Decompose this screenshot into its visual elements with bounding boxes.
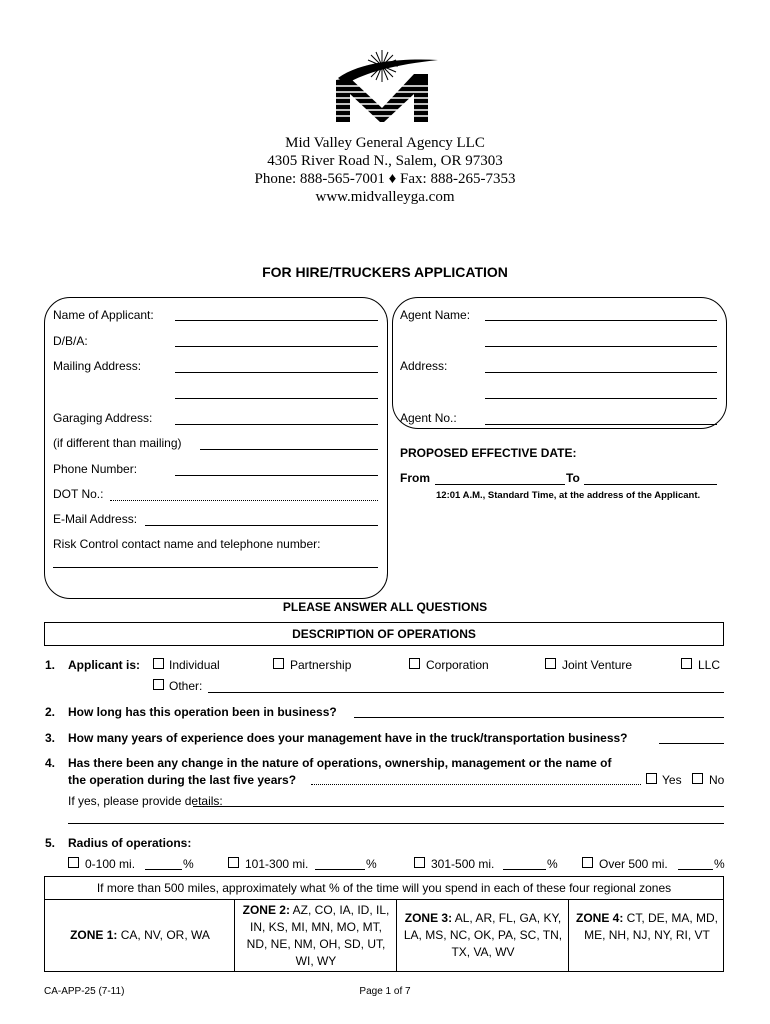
radius-101-300-field[interactable] (315, 869, 365, 870)
dba-field[interactable] (175, 346, 378, 347)
effective-time-note: 12:01 A.M., Standard Time, at the address of the Applicant. (436, 490, 701, 501)
q4-leader-dots (311, 784, 641, 785)
mailing-address-field-1[interactable] (175, 372, 378, 373)
agent-address-field-1[interactable] (485, 372, 717, 373)
applicant-name-field[interactable] (175, 320, 378, 321)
zones-col-divider-2 (396, 899, 397, 972)
radius-over-500-checkbox[interactable] (582, 857, 593, 868)
risk-control-label: Risk Control contact name and telephone number: (53, 537, 321, 551)
q5-text: Radius of operations: (68, 836, 192, 850)
radius-101-300-checkbox[interactable] (228, 857, 239, 868)
agent-address-field-2[interactable] (485, 398, 717, 399)
corporation-checkbox[interactable] (409, 658, 420, 669)
phone-number-label: Phone Number: (53, 462, 138, 476)
partnership-checkbox[interactable] (273, 658, 284, 669)
other-checkbox[interactable] (153, 679, 164, 690)
radius-301-500-checkbox[interactable] (414, 857, 425, 868)
radius-301-500-pct: % (547, 857, 558, 871)
zone-2-cell (240, 902, 392, 970)
llc-label: LLC (698, 658, 721, 672)
email-field[interactable] (145, 525, 378, 526)
radius-101-300-label: 101-300 mi. (245, 857, 309, 871)
zones-col-divider-3 (568, 899, 569, 972)
zones-intro: If more than 500 miles, approximately what % of the time will you spend in each of these four regional zones (96, 881, 672, 895)
agency-logo (330, 48, 442, 124)
zone-3-label: ZONE 3: (404, 911, 453, 925)
garaging-address-field-2[interactable] (200, 449, 378, 450)
individual-checkbox[interactable] (153, 658, 164, 669)
logo-mark-icon (330, 48, 442, 124)
q3-field[interactable] (659, 743, 724, 744)
zones-header-divider (44, 899, 724, 900)
phone-number-field[interactable] (175, 475, 378, 476)
q4-details-field-1[interactable] (193, 806, 724, 807)
garaging-note: (if different than mailing) (53, 436, 182, 450)
zone-4-cell (574, 910, 720, 944)
agent-number-label: Agent No.: (400, 411, 457, 425)
q3-number: 3. (45, 731, 56, 745)
agency-address: 4305 River Road N., Salem, OR 97303 (267, 153, 503, 169)
agency-name: Mid Valley General Agency LLC (285, 135, 485, 151)
radius-over-500-pct: % (714, 857, 725, 871)
zones-col-divider-1 (234, 899, 235, 972)
agent-name-field-2[interactable] (485, 346, 717, 347)
q2-field[interactable] (354, 717, 724, 718)
q4-text-line2: the operation during the last five years? (68, 773, 297, 787)
radius-0-100-field[interactable] (145, 869, 182, 870)
agent-name-field[interactable] (485, 320, 717, 321)
effective-to-field[interactable] (584, 484, 717, 485)
joint-venture-checkbox[interactable] (545, 658, 556, 669)
zone-1-label: ZONE 1: (70, 928, 118, 942)
description-of-operations-title: DESCRIPTION OF OPERATIONS (292, 627, 476, 641)
q3-text: How many years of experience does your management have in the truck/transportation business? (68, 731, 628, 745)
zone-1-states: CA, NV, OR, WA (120, 928, 210, 942)
description-of-operations-header (44, 622, 724, 646)
individual-label: Individual (169, 658, 220, 672)
radius-101-300-pct: % (366, 857, 377, 871)
other-field[interactable] (208, 692, 724, 693)
radius-301-500-label: 301-500 mi. (431, 857, 495, 871)
q1-number: 1. (45, 658, 56, 672)
effective-date-title: PROPOSED EFFECTIVE DATE: (400, 446, 577, 460)
dot-number-label: DOT No.: (53, 487, 104, 501)
joint-venture-label: Joint Venture (562, 658, 633, 672)
agent-address-label: Address: (400, 359, 448, 373)
llc-checkbox[interactable] (681, 658, 692, 669)
q1-text: Applicant is: (68, 658, 141, 672)
q4-number: 4. (45, 756, 56, 770)
zone-4-states: CT, DE, MA, MD, ME, NH, NJ, NY, RI, VT (584, 911, 719, 942)
page-number: Page 1 of 7 (359, 986, 411, 997)
q4-details-field-2[interactable] (68, 823, 724, 824)
form-code: CA-APP-25 (7-11) (44, 986, 125, 997)
other-label: Other: (169, 679, 203, 693)
garaging-address-field-1[interactable] (175, 424, 378, 425)
effective-to-label: To (566, 471, 580, 485)
zone-2-label: ZONE 2: (242, 903, 290, 917)
agent-number-field[interactable] (485, 424, 717, 425)
zone-2-states: AZ, CO, IA, ID, IL, IN, KS, MI, MN, MO, MT, ND, NE, NM, OH, SD, UT, WI, WY (246, 903, 390, 968)
radius-301-500-field[interactable] (503, 869, 546, 870)
effective-from-label: From (400, 471, 430, 485)
dot-number-field[interactable] (110, 500, 378, 501)
risk-control-field[interactable] (53, 567, 378, 568)
zone-1-cell (48, 927, 232, 944)
agent-name-label: Agent Name: (400, 308, 471, 322)
radius-over-500-label: Over 500 mi. (599, 857, 668, 871)
agency-website: www.midvalleyga.com (315, 189, 455, 205)
q4-no-label: No (709, 773, 725, 787)
mailing-address-label: Mailing Address: (53, 359, 142, 373)
dba-label: D/B/A: (53, 334, 88, 348)
q5-number: 5. (45, 836, 56, 850)
garaging-address-label: Garaging Address: (53, 411, 153, 425)
radius-over-500-field[interactable] (678, 869, 713, 870)
zone-3-states: AL, AR, FL, GA, KY, LA, MS, NC, OK, PA, SC, TN, TX, VA, WV (403, 911, 563, 959)
zone-3-cell (402, 910, 564, 961)
radius-0-100-checkbox[interactable] (68, 857, 79, 868)
q4-details-label: If yes, please provide details: (68, 794, 223, 808)
agency-phone-fax: Phone: 888-565-7001 ♦ Fax: 888-265-7353 (254, 171, 516, 187)
q4-text-line1: Has there been any change in the nature of operations, ownership, management or the name of (68, 756, 612, 770)
q2-text: How long has this operation been in business? (68, 705, 337, 719)
email-label: E-Mail Address: (53, 512, 138, 526)
please-answer-heading: PLEASE ANSWER ALL QUESTIONS (282, 600, 488, 614)
corporation-label: Corporation (426, 658, 489, 672)
q4-no-checkbox[interactable] (692, 773, 703, 784)
effective-from-field[interactable] (435, 484, 565, 485)
radius-0-100-label: 0-100 mi. (85, 857, 136, 871)
q4-yes-label: Yes (662, 773, 682, 787)
form-title: FOR HIRE/TRUCKERS APPLICATION (262, 264, 508, 280)
mailing-address-field-2[interactable] (175, 398, 378, 399)
q4-yes-checkbox[interactable] (646, 773, 657, 784)
radius-0-100-pct: % (183, 857, 194, 871)
zone-4-label: ZONE 4: (575, 911, 624, 925)
partnership-label: Partnership (290, 658, 352, 672)
q2-number: 2. (45, 705, 56, 719)
applicant-name-label: Name of Applicant: (53, 308, 154, 322)
